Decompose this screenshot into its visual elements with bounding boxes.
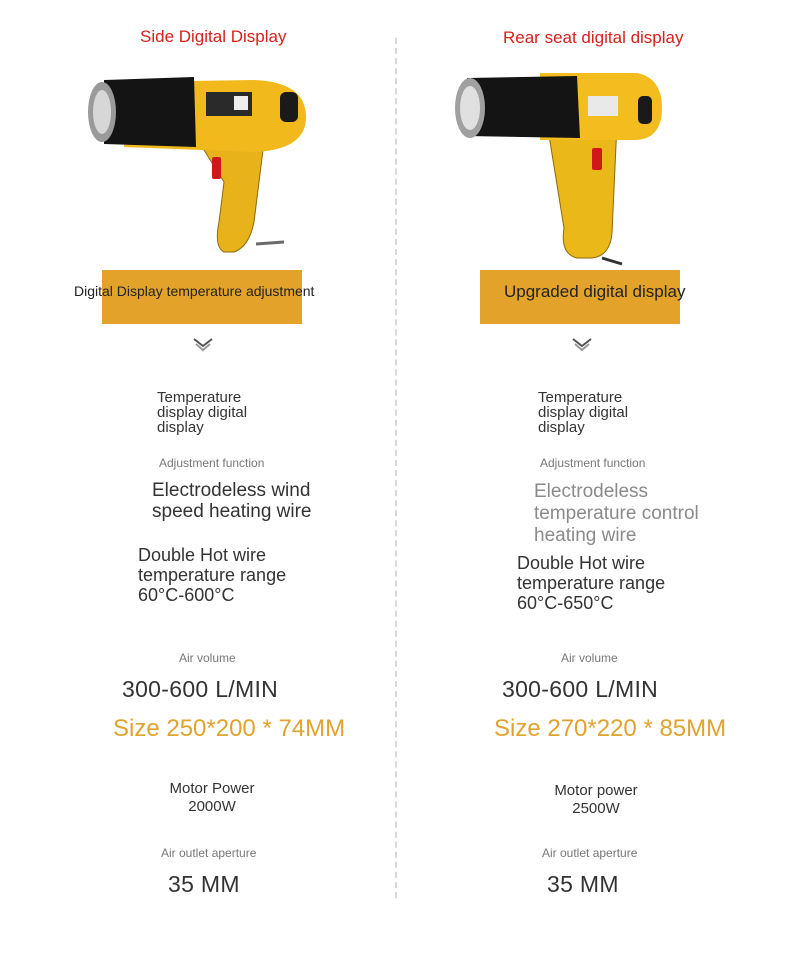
heat-gun-icon xyxy=(84,72,310,258)
aperture-label: Air outlet aperture xyxy=(542,846,638,860)
air-volume-value: 300-600 L/MIN xyxy=(122,676,279,702)
aperture-value: 35 MM xyxy=(168,871,240,897)
temperature-range: Double Hot wire temperature range 60°C-650°C xyxy=(517,553,666,613)
chevron-down-icon xyxy=(192,336,214,352)
motor-label: Motor Power xyxy=(169,780,255,797)
motor-value: 2500W xyxy=(572,800,620,817)
aperture-label: Air outlet aperture xyxy=(161,846,257,860)
variant-label: Upgraded digital display xyxy=(504,282,686,301)
air-volume-label: Air volume xyxy=(179,651,236,665)
motor-value: 2000W xyxy=(188,798,236,815)
adjustment-label: Adjustment function xyxy=(159,456,265,470)
motor-power xyxy=(152,780,272,816)
variant-title: Side Digital Display xyxy=(140,27,287,46)
variant-title: Rear seat digital display xyxy=(503,28,684,47)
heating-text: Electrodeless wind speed heating wire xyxy=(152,480,312,522)
heating-text: Electrodeless temperature control heating wire xyxy=(534,481,699,546)
feature-heading: Temperature display digital display xyxy=(538,389,629,436)
product-column-left xyxy=(0,0,395,963)
variant-label: Digital Display temperature adjustment xyxy=(74,283,315,299)
air-volume-value: 300-600 L/MIN xyxy=(502,676,659,702)
size-value: Size 270*220 * 85MM xyxy=(494,715,727,742)
adjustment-label: Adjustment function xyxy=(540,456,646,470)
motor-power xyxy=(536,782,656,818)
chevron-down-icon xyxy=(571,336,593,352)
feature-heading: Temperature display digital display xyxy=(157,389,248,436)
motor-label: Motor power xyxy=(554,782,638,799)
aperture-value: 35 MM xyxy=(547,871,619,897)
temperature-range: Double Hot wire temperature range 60°C-600°C xyxy=(138,545,287,605)
heat-gun-icon xyxy=(452,68,666,266)
size-value: Size 250*200 * 74MM xyxy=(113,715,346,742)
product-column-right xyxy=(396,0,791,963)
air-volume-label: Air volume xyxy=(561,651,618,665)
